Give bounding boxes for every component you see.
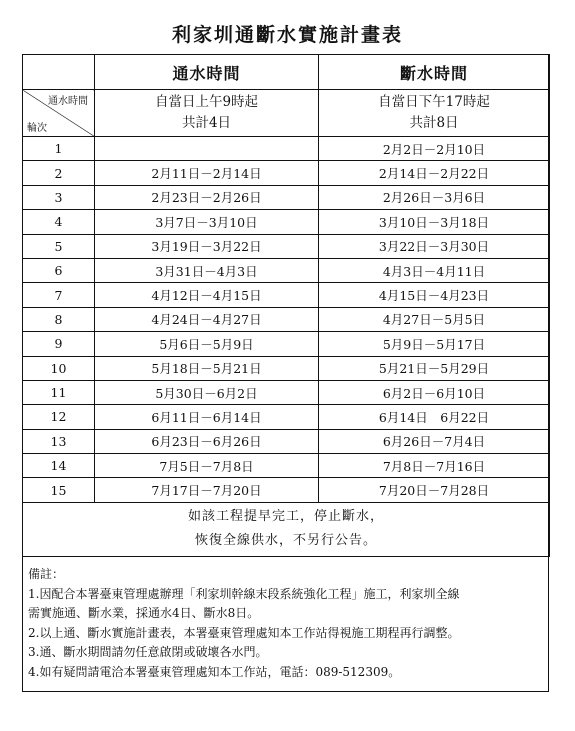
supply-period-cell: 5月18日－5月21日 [95, 356, 319, 380]
supply-period-cell: 4月12日－4月15日 [95, 283, 319, 307]
remark-item: 4.如有疑問請電洽本署臺東管理處知本工作站，電話：089-512309。 [28, 664, 401, 679]
round-cell: 3 [23, 185, 95, 209]
cut-period-cell: 7月20日－7月28日 [319, 478, 550, 502]
early-completion-notice [23, 502, 550, 556]
cut-column-header: 斷水時間 [319, 55, 550, 90]
table-row [23, 380, 550, 404]
header-row [23, 55, 550, 90]
table-row [23, 137, 550, 161]
table-row [23, 356, 550, 380]
cut-period-cell: 3月22日－3月30日 [319, 234, 550, 258]
table-row [23, 258, 550, 282]
round-cell: 9 [23, 332, 95, 356]
round-cell: 13 [23, 429, 95, 453]
remark-item: 3.通、斷水期間請勿任意啟閉或破壞各水門。 [28, 645, 268, 659]
cut-info-line-1: 自當日下午17時起 [378, 94, 490, 110]
table-row [23, 332, 550, 356]
supply-period-cell: 7月17日－7月20日 [95, 478, 319, 502]
cut-info-line-2: 共計8日 [409, 115, 459, 131]
diagonal-corner-cell [23, 90, 95, 137]
supply-period-cell: 5月6日－5月9日 [95, 332, 319, 356]
supply-info-line-2: 共計4日 [181, 115, 232, 131]
cut-period-cell: 4月27日－5月5日 [319, 307, 550, 331]
remark-item: 需實施通、斷水業，採通水4日、斷水8日。 [28, 606, 260, 620]
cut-period-cell: 3月10日－3月18日 [319, 210, 550, 234]
round-cell: 7 [23, 283, 95, 307]
cut-period-cell: 2月26日－3月6日 [319, 185, 550, 209]
supply-period-cell: 3月19日－3月22日 [95, 234, 319, 258]
round-cell: 2 [23, 161, 95, 185]
round-cell: 14 [23, 454, 95, 478]
table-row [23, 429, 550, 453]
remarks-section [22, 556, 549, 682]
notice-row [23, 502, 550, 556]
notice-line-2: 恢復全線供水，不另行公告。 [194, 533, 377, 549]
supply-period-cell: 2月23日－2月26日 [95, 185, 319, 209]
supply-period-cell [95, 137, 319, 161]
supply-period-cell: 3月7日－3月10日 [95, 210, 319, 234]
supply-period-cell: 2月11日－2月14日 [95, 161, 319, 185]
round-cell: 11 [23, 380, 95, 404]
page-title: 利家圳通斷水實施計畫表 [171, 24, 403, 46]
round-cell: 10 [23, 356, 95, 380]
round-cell: 6 [23, 258, 95, 282]
cut-period-cell: 2月14日－2月22日 [319, 161, 550, 185]
supply-period-cell: 6月23日－6月26日 [95, 429, 319, 453]
cut-period-cell: 2月2日－2月10日 [319, 137, 550, 161]
supply-period-cell: 7月5日－7月8日 [95, 454, 319, 478]
corner-bottom-label: 輪次 [27, 123, 47, 134]
cut-period-cell: 4月15日－4月23日 [319, 283, 550, 307]
supply-period-cell: 6月11日－6月14日 [95, 405, 319, 429]
remarks-heading: 備註： [28, 567, 65, 581]
supply-column-header: 通水時間 [95, 55, 319, 90]
table-row [23, 454, 550, 478]
schedule-table [22, 54, 550, 557]
cut-period-cell: 5月9日－5月17日 [319, 332, 550, 356]
cut-period-cell: 6月26日－7月4日 [319, 429, 550, 453]
header-blank-cell [23, 55, 95, 90]
supply-period-cell: 5月30日－6月2日 [95, 380, 319, 404]
table-row [23, 161, 550, 185]
round-cell: 1 [23, 137, 95, 161]
round-cell: 5 [23, 234, 95, 258]
corner-top-label: 通水時間 [48, 96, 88, 107]
info-row [23, 90, 550, 137]
supply-period-cell: 4月24日－4月27日 [95, 307, 319, 331]
round-cell: 8 [23, 307, 95, 331]
round-cell: 12 [23, 405, 95, 429]
cut-period-cell: 6月2日－6月10日 [319, 380, 550, 404]
supply-info-cell [95, 90, 319, 137]
table-row [23, 210, 550, 234]
table-row [23, 185, 550, 209]
table-row [23, 405, 550, 429]
table-row [23, 307, 550, 331]
cut-period-cell: 5月21日－5月29日 [319, 356, 550, 380]
round-cell: 15 [23, 478, 95, 502]
remark-item: 2.以上通、斷水實施計畫表，本署臺東管理處知本工作站得視施工期程再行調整。 [28, 625, 460, 640]
round-cell: 4 [23, 210, 95, 234]
supply-info-line-1: 自當日上午9時起 [154, 94, 259, 110]
remark-item: 1.因配合本署臺東管理處辦理「利家圳幹線末段系統強化工程」施工，利家圳全線 [28, 586, 460, 601]
notice-line-1: 如該工程提早完工，停止斷水， [187, 509, 384, 525]
cut-period-cell: 4月3日－4月11日 [319, 258, 550, 282]
cut-info-cell [319, 90, 550, 137]
supply-period-cell: 3月31日－4月3日 [95, 258, 319, 282]
table-row [23, 478, 550, 502]
table-row [23, 283, 550, 307]
cut-period-cell: 7月8日－7月16日 [319, 454, 550, 478]
cut-period-cell: 6月14日 6月22日 [319, 405, 550, 429]
table-row [23, 234, 550, 258]
